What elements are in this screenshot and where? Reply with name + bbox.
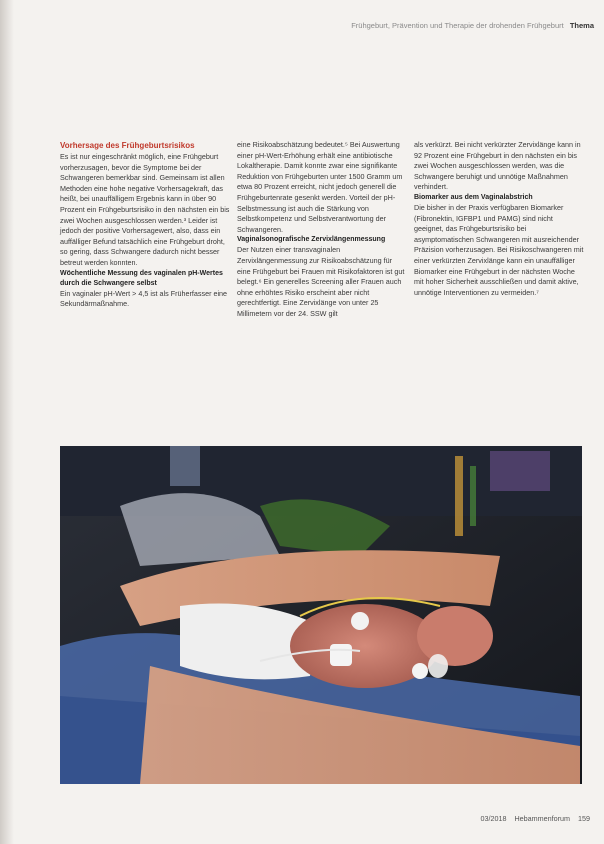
footer-journal: Hebammenforum [514, 814, 570, 823]
subheading: Biomarker aus dem Vaginalabstrich [414, 193, 533, 201]
section-heading: Vorhersage des Frühgeburtsrisikos [60, 141, 195, 150]
header-section: Thema [569, 21, 594, 30]
text-column-3 [414, 140, 584, 298]
page-footer [474, 814, 590, 823]
paragraph: Die bisher in der Praxis verfügbaren Biomarker (Fibronektin, IGFBP1 und PAMG) sind nicht geeignet, das Frühgeburtsrisiko bei asymptomatischen Schwangeren mit ausreichender Präzision vorherzusagen. Bei Risikoschwangeren mit einer verkürzten Zervixlänge kann ein unauffälliger Biomarker eine Frühgeburt in der nächsten Woche mit hoher Sicherheit ausschließen und damit aktive, unnötige Interventionen zu vermeiden.⁷ [414, 202, 584, 297]
text-column-1 [60, 140, 230, 310]
paragraph: Der Nutzen einer transvaginalen Zervixlängenmessung zur Risikoabschätzung für eine Frühgeburt bei Frauen mit Risikofaktoren ist gut belegt.⁶ Ein generelles Screening aller Frauen auch ohne erhöhtes Risiko erscheint aber nicht gerechtfertigt. Eine Zervixlänge von unter 25 Millimetern vor der 24. SSW gilt [237, 245, 405, 318]
photo-premature-infant [60, 446, 582, 784]
header-topic: Frühgeburt, Prävention und Therapie der drohenden Frühgeburt [351, 21, 564, 30]
subheading: Vaginalsonografische Zervixlängenmessung [237, 236, 386, 244]
running-header [351, 21, 594, 30]
page-binding-shadow [0, 0, 14, 844]
paragraph: eine Risikoabschätzung bedeutet.⁵ Bei Auswertung einer pH-Wert-Erhöhung erhält eine antibiotische Lokaltherapie. Damit konnte zwar eine signifikante Reduktion von Frühgeburten unter 1500 Gramm um etwa 80 Prozent erreicht, nicht jedoch generell die Frühgeburtenrate gesenkt werden. Vorteil der pH-Selbstmessung ist auch die Stärkung von Selbstkompetenz und Selbstverantwortung der Schwangeren. [237, 140, 403, 234]
page-number: 159 [578, 814, 590, 823]
footer-issue: 03/2018 [480, 814, 507, 823]
paragraph: Es ist nur eingeschränkt möglich, eine Frühgeburt vorherzusagen, bevor die Symptome bei der Schwangeren bemerkbar sind. Gemeinsam ist allen Methoden eine hohe negative Vorhersagekraft, das heißt, bei unauffälligem Ergebnis kann in über 90 Prozent ein Frühgeburtsrisiko in den nächsten ein bis zwei Wochen ausgeschlossen werden.³ Leider ist jedoch der positive Vorhersagewert, also, dass ein auffälliger Befund tatsächlich eine Frühgeburt droht, so gering, dass Schwangere dadurch nicht besser betreut werden konnten. [60, 152, 230, 267]
paragraph: als verkürzt. Bei nicht verkürzter Zervixlänge kann in 92 Prozent eine Frühgeburt in den nächsten ein bis zwei Wochen ausgeschlossen werden, was die Schwangere beruhigt und unnötige Maßnahmen verhindert. [414, 140, 581, 192]
paragraph: Ein vaginaler pH-Wert > 4,5 ist als Früherfasser eine Sekundärmaßnahme. [60, 288, 228, 309]
text-column-2 [237, 140, 407, 320]
subheading: Wöchentliche Messung des vaginalen pH-Wertes durch die Schwangere selbst [60, 269, 223, 287]
